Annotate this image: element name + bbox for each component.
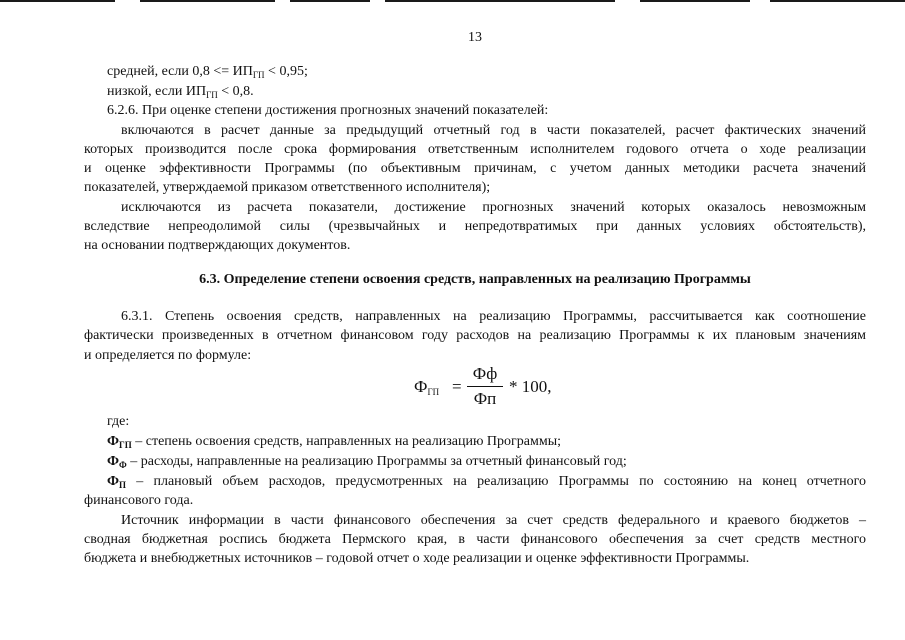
text-line: вследствие непреодолимой силы (чрезвычайных и непредотвратимых при данных условиях обстоятельств), (84, 219, 866, 234)
text-line: 6.2.6. При оценке степени достижения прогнозных значений показателей: (107, 103, 549, 118)
text-line: 6.3.1. Степень освоения средств, направленных на реализацию Программы, рассчитывается как соотношение (121, 309, 866, 324)
text-line: Источник информации в части финансового обеспечения за счет средств федерального и краевого бюджетов – (121, 513, 866, 528)
text-line: низкой, если $ИП_{ГП} < 0,8$. (107, 84, 254, 100)
section-heading: 6.3. Определение степени освоения средств, направленных на реализацию Программы (199, 272, 751, 287)
text-line: которых производится после срока формирования ответственным исполнителем годового отчета о ходе реализации (84, 142, 866, 157)
text-line: финансового года. (84, 493, 194, 508)
fraction-bar (467, 386, 503, 387)
formula-denominator: Фп (473, 389, 497, 408)
text-line: и оценке эффективности Программы (по объективным причинам, с учетом данных методики расчета значений (84, 161, 866, 176)
text-line: фактически произведенных в отчетном финансовом году расходов на реализацию Программы к их плановым значениям (84, 328, 866, 343)
page-number: 13 (468, 30, 482, 45)
text-line: бюджета и внебюджетных источников – годовой отчет о ходе реализации и оценке эффективности Программы. (84, 551, 750, 566)
formula-equals: = (452, 377, 462, 396)
formula-lhs: $Ф_{ГП}$ (414, 377, 440, 397)
text-line: сводная бюджетная роспись бюджета Пермского края, в части финансового обеспечения за счет средств местного (84, 532, 866, 547)
text-line: средней, если $0,8 <= ИП_{ГП} < 0,95$; (107, 64, 308, 80)
definition-line: $Ф_{ГП}$ – степень освоения средств, направленных на реализацию Программы; (107, 434, 562, 450)
text-line: и определяется по формуле: (84, 348, 252, 363)
text-line: показателей, утверждаемой приказом ответственного исполнителя); (84, 180, 491, 195)
scan-edge-line (140, 0, 275, 2)
formula-numerator: Фф (472, 364, 498, 383)
definition-line: $Ф_П$ – плановый объем расходов, предусмотренных на реализацию Программы по состоянию на конец отчетного (107, 474, 866, 490)
formula-multiplier: * 100, (509, 377, 552, 396)
text-line: включаются в расчет данные за предыдущий отчетный год в части показателей, расчет фактических значений (121, 123, 866, 138)
text-line: на основании подтверждающих документов. (84, 238, 351, 253)
text-line: где: (107, 414, 130, 429)
scan-edge-line (290, 0, 370, 2)
scan-edge-line (640, 0, 750, 2)
scan-edge-line (385, 0, 615, 2)
text-line: исключаются из расчета показатели, достижение прогнозных значений которых оказалось невозможным (121, 200, 866, 215)
definition-line: $Ф_Ф$ – расходы, направленные на реализацию Программы за отчетный финансовый год; (107, 454, 627, 470)
scan-edge-line (770, 0, 905, 2)
scan-edge-line (0, 0, 115, 2)
